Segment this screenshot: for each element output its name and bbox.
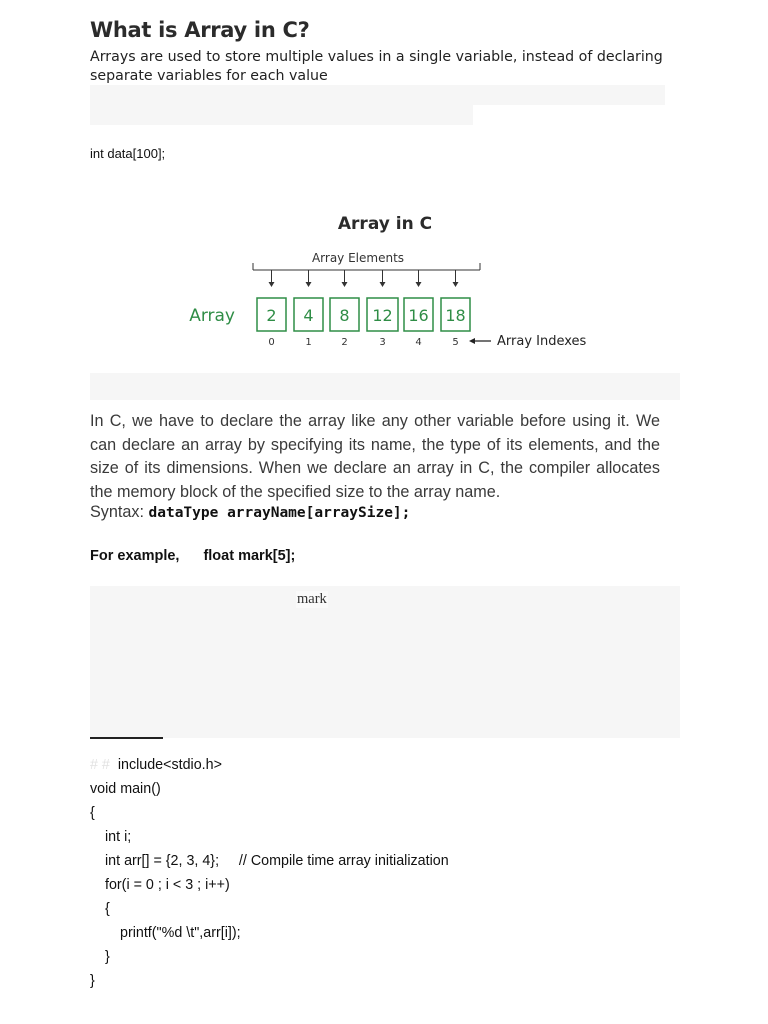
array-diagram	[0, 195, 768, 365]
shaded-band	[90, 85, 665, 105]
array-index: 2	[341, 337, 348, 348]
element-arrowhead	[342, 282, 348, 287]
array-index: 4	[415, 337, 422, 348]
page-title: What is Array in C?	[90, 18, 310, 42]
mark-label: mark	[297, 591, 327, 607]
code-line: # # include<stdio.h>	[90, 757, 222, 773]
syntax-line	[90, 503, 410, 522]
array-index: 0	[268, 337, 275, 348]
code-listing	[90, 753, 449, 993]
array-cell-value: 4	[303, 306, 314, 325]
shaded-band	[90, 373, 680, 400]
example-line	[90, 548, 295, 564]
example-label: For example,	[90, 548, 180, 564]
array-elements-label: Array Elements	[311, 251, 405, 265]
indexes-arrowhead	[469, 338, 475, 344]
array-cell-value: 18	[445, 306, 466, 325]
code-line: void main()	[90, 781, 161, 797]
explanation-paragraph: In C, we have to declare the array like any other variable before using it. We can declare an array by specifying its name, the type of its elements, and the size of its dimensions. When we declare an array in C, the compiler allocates the memory block of the specified size to the array name.	[90, 412, 660, 501]
array-cell-value: 16	[408, 306, 429, 325]
code-placeholder-band	[90, 586, 680, 738]
array-cell-value: 2	[266, 306, 277, 325]
code-line: {	[105, 901, 110, 917]
array-index: 3	[379, 337, 386, 348]
code-line: }	[90, 973, 95, 989]
array-label: Array	[189, 306, 235, 326]
array-cell-value: 8	[339, 306, 350, 325]
element-arrowhead	[453, 282, 459, 287]
example-code: float mark[5];	[203, 548, 296, 564]
code-line: {	[90, 805, 95, 821]
code-line: for(i = 0 ; i < 3 ; i++)	[105, 877, 230, 893]
element-arrowhead	[269, 282, 275, 287]
array-index: 1	[305, 337, 312, 348]
intro-text: Arrays are used to store multiple values in a single variable, instead of declaring separate variables for each value	[90, 49, 663, 84]
shaded-band	[90, 105, 473, 125]
code-line: }	[105, 949, 110, 965]
array-cell-value: 12	[372, 306, 393, 325]
declaration-example: int data[100];	[90, 146, 166, 161]
code-line: int arr[] = {2, 3, 4}; // Compile time array initialization	[105, 853, 449, 869]
array-index: 5	[452, 337, 459, 348]
code-line: int i;	[105, 829, 132, 845]
array-indexes-label: Array Indexes	[497, 334, 587, 349]
element-arrowhead	[416, 282, 422, 287]
diagram-title: Array in C	[337, 214, 433, 234]
element-arrowhead	[306, 282, 312, 287]
element-arrowhead	[380, 282, 386, 287]
code-line: printf("%d \t",arr[i]);	[120, 925, 241, 941]
hash-prefix: # #	[90, 757, 110, 773]
syntax-label: Syntax:	[90, 503, 144, 521]
divider-rule	[90, 737, 163, 739]
syntax-code: dataType arrayName[arraySize];	[148, 505, 411, 521]
